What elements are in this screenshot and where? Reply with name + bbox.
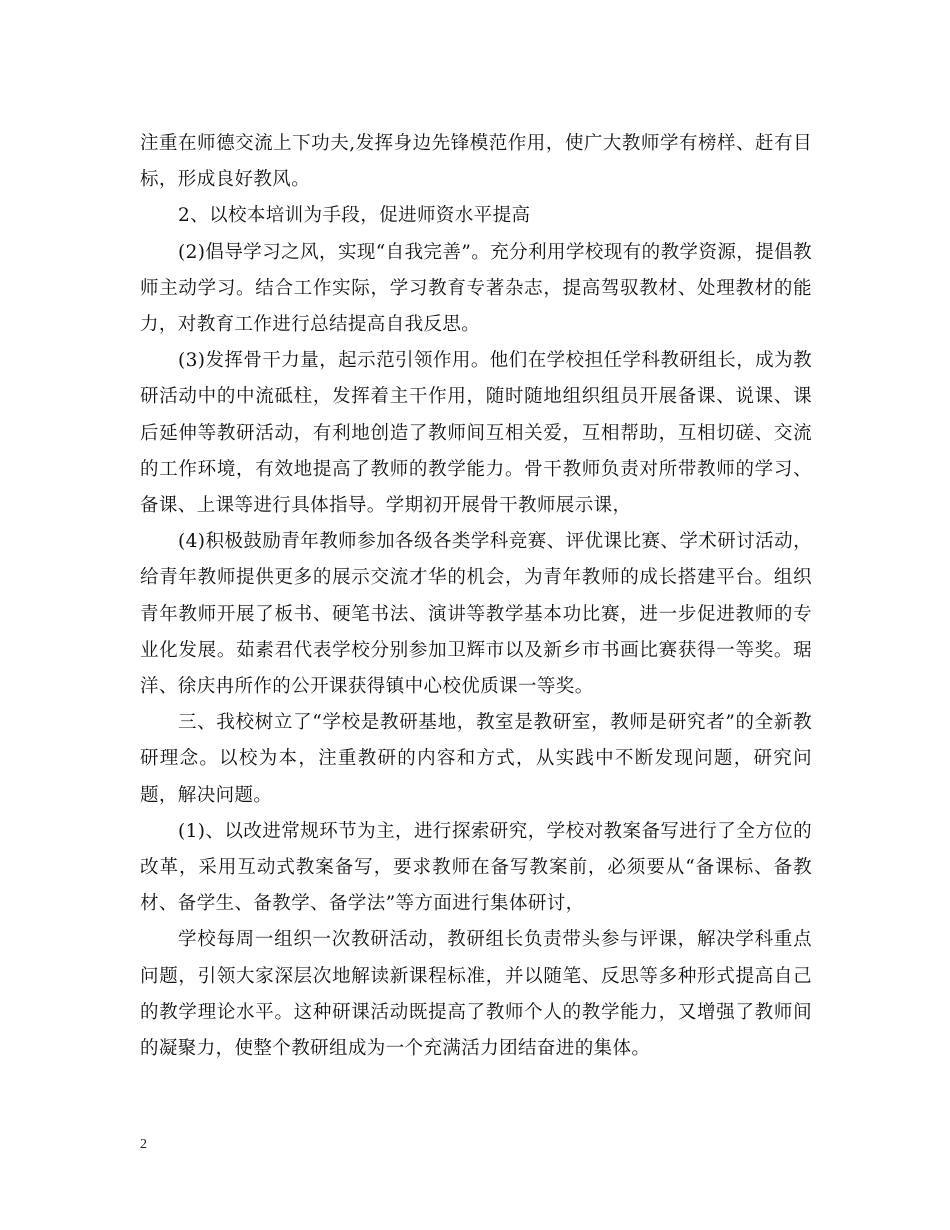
paragraph-item-3: (3)发挥骨干力量，起示范引领作用。他们在学校担任学科教研组长，成为教研活动中的中流砥柱，发挥着主干作用，随时随地组织组员开展备课、说课、课后延伸等教研活动，有利地创造了教师间互相关爱，互相帮助，互相切磋、交流的工作环境，有效地提高了教师的教学能力。骨干教师负责对所带教师的学习、备课、上课等进行具体指导。学期初开展骨干教师展示课， (140, 350, 812, 517)
paragraph-research-item-1: (1)、以改进常规环节为主，进行探索研究，学校对教案备写进行了全方位的改革，采用互动式教案备写，要求教师在备写教案前，必须要从“备课标、备教材、备学生、备教学、备学法”等方面进行集体研讨， (140, 820, 812, 915)
paragraph-item-2: (2)倡导学习之风，实现“自我完善”。充分利用学校现有的教学资源，提倡教师主动学习。结合工作实际，学习教育专著杂志，提高驾驭教材、处理教材的能力，对教育工作进行总结提高自我反思。 (140, 241, 812, 336)
page-number: 2 (140, 1137, 147, 1152)
paragraph-continuation: 注重在师德交流上下功夫,发挥身边先锋模范作用，使广大教师学有榜样、赶有目标，形成良好教风。 (140, 133, 812, 191)
section-heading-training: 2、以校本培训为手段，促进师资水平提高 (178, 205, 531, 227)
paragraph-item-4: (4)积极鼓励青年教师参加各级各类学科竞赛、评优课比赛、学术研讨活动，给青年教师提供更多的展示交流才华的机会，为青年教师的成长搭建平台。组织青年教师开展了板书、硬笔书法、演讲等教学基本功比赛，进一步促进教师的专业化发展。茹素君代表学校分别参加卫辉市以及新乡市书画比赛获得一等奖。琚洋、徐庆冉所作的公开课获得镇中心校优质课一等奖。 (140, 531, 812, 698)
document-body (140, 126, 812, 1067)
paragraph-weekly-activity: 学校每周一组织一次教研活动，教研组长负责带头参与评课，解决学科重点问题，引领大家深层次地解读新课程标准，并以随笔、反思等多种形式提高自己的教学理论水平。这种研课活动既提高了教师个人的教学能力，又增强了教师间的凝聚力，使整个教研组成为一个充满活力团结奋进的集体。 (140, 929, 812, 1060)
section-heading-research: 三、我校树立了“学校是教研基地，教室是教研室，教师是研究者”的全新教研理念。以校为本，注重教研的内容和方式，从实践中不断发现问题，研究问题，解决问题。 (140, 712, 812, 806)
